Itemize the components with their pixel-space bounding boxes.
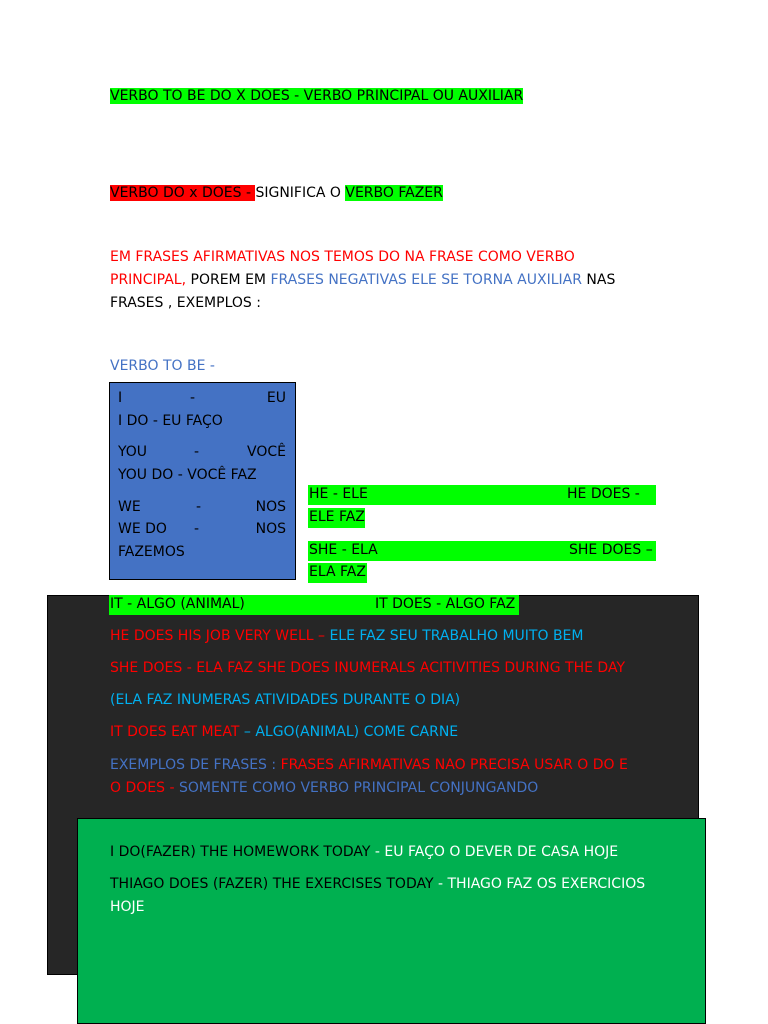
- paragraph-black-end: NAS: [581, 272, 616, 288]
- it-left: IT - ALGO (ANIMAL): [110, 596, 245, 612]
- sentence-en: I DO(FAZER) THE HOMEWORK TODAY: [110, 844, 371, 860]
- pronoun-dash: -: [194, 521, 200, 537]
- pronoun-pt: EU: [266, 390, 286, 406]
- pronoun-row-i-do: I DO - EU FAÇO: [118, 413, 223, 429]
- pronoun-pt: NOS: [255, 521, 286, 537]
- example-line-2: SHE DOES - ELA FAZ SHE DOES INUMERALS ACITIVITIES DURING THE DAY: [110, 660, 626, 676]
- pronoun-row-we-do: [118, 518, 286, 540]
- example-line-6: [110, 778, 538, 798]
- she-right: SHE DOES –: [569, 542, 653, 558]
- to-be-label: VERBO TO BE -: [110, 358, 215, 374]
- pronoun-pt: NOS: [255, 499, 286, 515]
- definition-text: SIGNIFICA O: [255, 185, 346, 201]
- definition-meaning: VERBO FAZER: [345, 185, 443, 201]
- paragraph-red-word: PRINCIPAL,: [110, 272, 187, 288]
- paragraph-blue-text: FRASES NEGATIVAS ELE SE TORNA AUXILIAR: [270, 272, 582, 288]
- examples-note-end: O DOES -: [110, 780, 179, 796]
- pronoun-row-you-do: YOU DO - VOCÊ FAZ: [118, 467, 257, 483]
- pronoun-pt: VOCÊ: [247, 444, 286, 460]
- paragraph-line-2: [110, 270, 615, 290]
- he-left: HE - ELE: [309, 486, 368, 502]
- definition-line: [110, 183, 443, 203]
- pronoun-dash: -: [196, 499, 202, 515]
- example-en: IT DOES EAT MEAT: [110, 724, 240, 740]
- sentence-line-1: [110, 842, 618, 862]
- paragraph-line-1: EM FRASES AFIRMATIVAS NOS TEMOS DO NA FRASE COMO VERBO: [110, 249, 575, 265]
- definition-term: VERBO DO x DOES: [110, 185, 242, 201]
- example-line-3: (ELA FAZ INUMERAS ATIVIDADES DURANTE O DIA): [110, 692, 461, 708]
- definition-dash: -: [241, 185, 256, 201]
- pronoun-row-you: [118, 441, 286, 463]
- it-right: IT DOES - ALGO FAZ: [375, 596, 516, 612]
- sentence-line-2: [110, 874, 645, 894]
- paragraph-line-3: FRASES , EXEMPLOS :: [110, 295, 261, 311]
- she-line2: ELA FAZ: [309, 564, 366, 580]
- example-line-4: [110, 722, 458, 742]
- he-right: HE DOES -: [567, 486, 640, 502]
- document-title: [110, 86, 523, 106]
- pronoun-en: YOU: [118, 444, 148, 460]
- example-pt: ELE FAZ SEU TRABALHO MUITO BEM: [329, 628, 584, 644]
- sentence-line-3: HOJE: [110, 899, 145, 915]
- example-line-1: [110, 626, 583, 646]
- paragraph-black-text: POREM EM: [186, 272, 271, 288]
- sentence-pt: - EU FAÇO O DEVER DE CASA HOJE: [370, 844, 619, 860]
- pronoun-row-i: [118, 387, 286, 409]
- examples-heading: EXEMPLOS DE FRASES :: [110, 757, 281, 773]
- sentence-en: THIAGO DOES (FAZER) THE EXERCISES TODAY: [110, 876, 434, 892]
- pronoun-en: I: [118, 390, 123, 406]
- pronoun-row-fazemos: FAZEMOS: [118, 544, 185, 560]
- example-pt: – ALGO(ANIMAL) COME CARNE: [239, 724, 459, 740]
- he-line2: ELE FAZ: [309, 509, 365, 525]
- pronoun-en: WE: [118, 499, 141, 515]
- pronoun-en: WE DO: [118, 521, 167, 537]
- title-highlight: VERBO TO BE DO X DOES - VERBO PRINCIPAL OU AUXILIAR: [110, 88, 524, 104]
- example-line-5: [110, 755, 628, 775]
- pronoun-row-we: [118, 496, 286, 518]
- she-left: SHE - ELA: [309, 542, 378, 558]
- example-en: HE DOES HIS JOB VERY WELL –: [110, 628, 330, 644]
- pronoun-dash: -: [194, 444, 200, 460]
- pronoun-dash: -: [190, 390, 196, 406]
- sentence-pt: - THIAGO FAZ OS EXERCICIOS: [433, 876, 646, 892]
- examples-note: FRASES AFIRMATIVAS NAO PRECISA USAR O DO E: [280, 757, 628, 773]
- examples-note-blue: SOMENTE COMO VERBO PRINCIPAL CONJUNGANDO: [178, 780, 539, 796]
